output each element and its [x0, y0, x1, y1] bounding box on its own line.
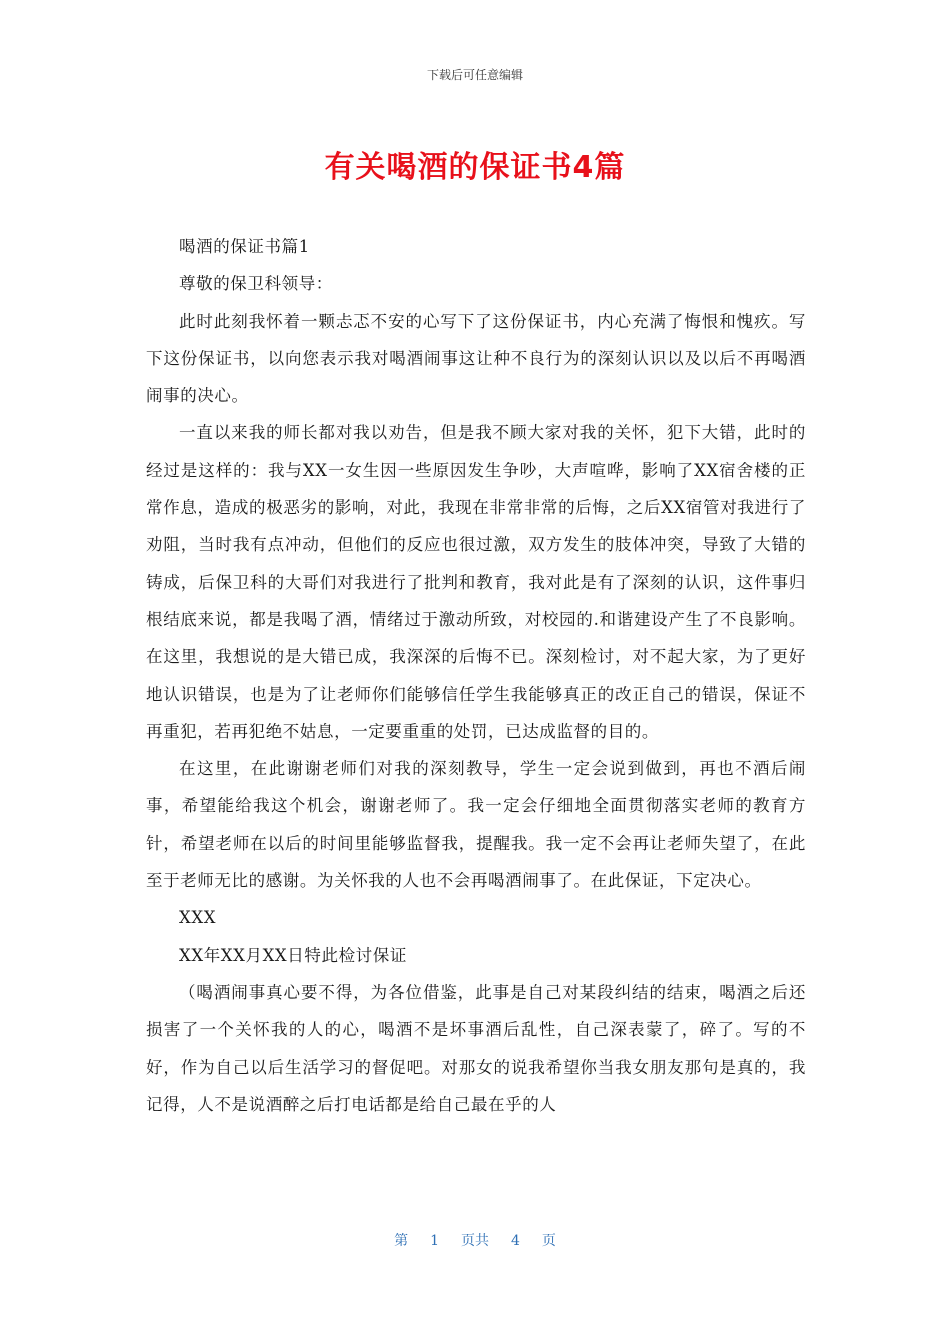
footer-total-pages: 4 [511, 1233, 520, 1249]
page-title: 有关喝酒的保证书4篇 [324, 150, 626, 185]
body-paragraph: 一直以来我的师长都对我以劝告，但是我不顾大家对我的关怀，犯下大错，此时的经过是这样的：我与XX一女生因一些原因发生争吵，大声喧哗，影响了XX宿舍楼的正常作息，造成的极恶劣的影响，对此，我现在非常非常的后悔，之后XX宿管对我进行了劝阻，当时我有点冲动，但他们的反应也很过激，双方发生的肢体冲突，导致了大错的铸成，后保卫科的大哥们对我进行了批判和教育，我对此是有了深刻的认识，这件事归根结底来说，都是我喝了酒，情绪过于激动所致，对校园的.和谐建设产生了不良影响。在这里，我想说的是大错已成，我深深的后悔不已。深刻检讨，对不起大家，为了更好地认识错误，也是为了让老师你们能够信任学生我能够真正的改正自己的错误，保证不再重犯，若再犯绝不姑息，一定要重重的处罚，已达成监督的目的。 [146, 423, 806, 741]
document-body [146, 228, 806, 1123]
footer-page-number: 1 [430, 1233, 439, 1249]
section-heading: 喝酒的保证书篇1 [179, 237, 310, 256]
signature: XXX [179, 908, 217, 928]
footer-prefix: 第 [394, 1233, 409, 1249]
footer-suffix: 页 [541, 1233, 556, 1249]
body-paragraph: 此时此刻我怀着一颗忐忑不安的心写下了这份保证书，内心充满了悔恨和愧疚。写下这份保证书，以向您表示我对喝酒闹事这让种不良行为的深刻认识以及以后不再喝酒闹事的决心。 [146, 311, 806, 406]
page-footer [0, 1230, 950, 1250]
header-note: 下载后可任意编辑 [426, 68, 523, 82]
body-paragraph: 在这里，在此谢谢老师们对我的深刻教导，学生一定会说到做到，再也不酒后闹事，希望能给我这个机会，谢谢老师了。我一定会仔细地全面贯彻落实老师的教育方针，希望老师在以后的时间里能够监督我，提醒我。我一定不会再让老师失望了，在此至于老师无比的感谢。为关怀我的人也不会再喝酒闹事了。在此保证，下定决心。 [146, 759, 806, 891]
body-paragraph: （喝酒闹事真心要不得，为各位借鉴，此事是自己对某段纠结的结束，喝酒之后还损害了一个关怀我的人的心，喝酒不是坏事酒后乱性，自己深表蒙了，碎了。写的不好，作为自己以后生活学习的督促吧。对那女的说我希望你当我女朋友那句是真的，我记得，人不是说酒醉之后打电话都是给自己最在乎的人 [146, 982, 806, 1114]
date-line: XX年XX月XX日特此检讨保证 [179, 945, 407, 965]
footer-middle: 页共 [461, 1233, 489, 1249]
salutation: 尊敬的保卫科领导： [179, 274, 333, 294]
